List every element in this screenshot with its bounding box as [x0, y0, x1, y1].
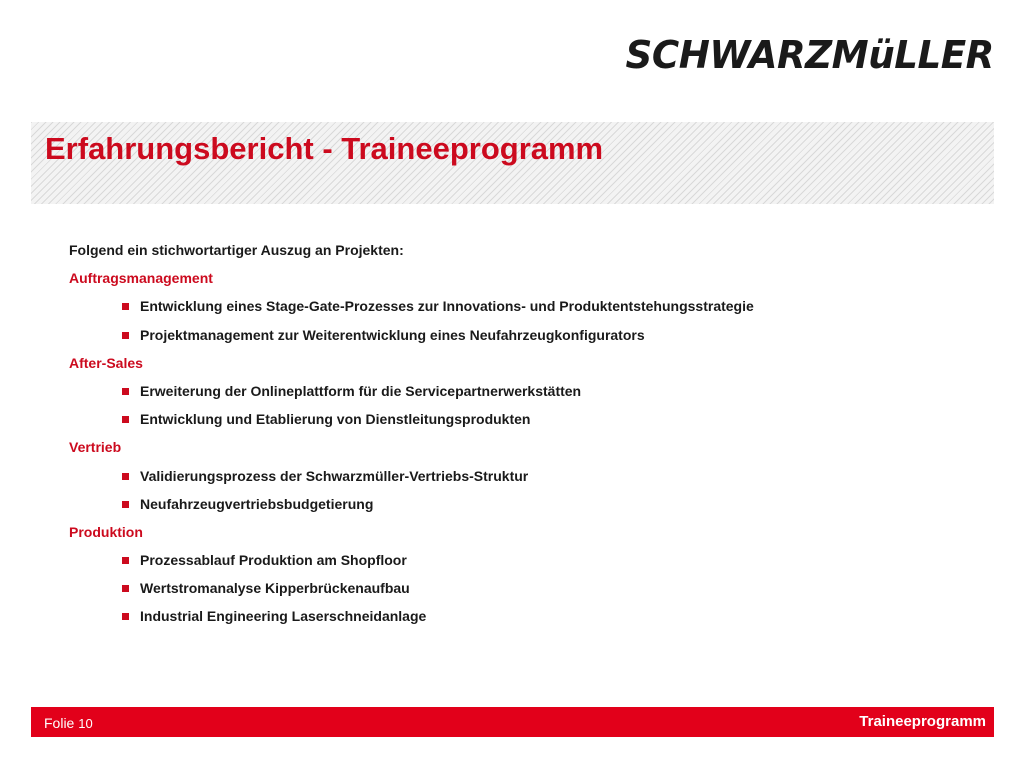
bullet-item — [69, 490, 969, 518]
bullet-square-icon — [122, 416, 129, 423]
bullet-item — [69, 602, 969, 630]
bullet-text: Entwicklung und Etablierung von Dienstleitungsprodukten — [140, 411, 531, 428]
intro-text: Folgend ein stichwortartiger Auszug an Projekten: — [69, 242, 404, 258]
bullet-text: Neufahrzeugvertriebsbudgetierung — [140, 495, 374, 512]
footer-title: Traineeprogramm — [859, 713, 986, 730]
bullet-square-icon — [122, 332, 129, 339]
slide-title: Erfahrungsbericht - Traineeprogramm — [45, 131, 604, 166]
company-logo: SCHWARZMüLLER — [625, 33, 994, 77]
bullet-square-icon — [122, 303, 129, 310]
bullet-text: Projektmanagement zur Weiterentwicklung eines Neufahrzeugkonfigurators — [140, 326, 645, 343]
bullet-item — [69, 546, 969, 574]
section-heading-after-sales: After-Sales — [69, 354, 143, 371]
bullet-item — [69, 377, 969, 405]
bullet-item — [69, 462, 969, 490]
bullet-text: Entwicklung eines Stage-Gate-Prozesses zur Innovations- und Produktentstehungsstrategie — [140, 298, 754, 315]
bullet-square-icon — [122, 473, 129, 480]
bullet-text: Industrial Engineering Laserschneidanlage — [140, 608, 427, 625]
section-heading-auftragsmanagement: Auftragsmanagement — [69, 270, 213, 287]
bullet-square-icon — [122, 557, 129, 564]
bullet-square-icon — [122, 585, 129, 592]
section-heading-produktion: Produktion — [69, 523, 143, 540]
bullet-item — [69, 292, 969, 320]
bullet-square-icon — [122, 501, 129, 508]
bullet-item — [69, 405, 969, 433]
slide-label: Folie — [44, 715, 75, 731]
bullet-item — [69, 321, 969, 349]
slide-content — [69, 236, 969, 631]
slide-number-value: 10 — [78, 716, 93, 731]
footer-bar — [31, 707, 994, 737]
bullet-text: Wertstromanalyse Kipperbrückenaufbau — [140, 580, 410, 597]
bullet-item — [69, 574, 969, 602]
slide-number — [44, 707, 93, 740]
section-heading-vertrieb: Vertrieb — [69, 439, 122, 456]
bullet-square-icon — [122, 388, 129, 395]
bullet-text: Validierungsprozess der Schwarzmüller-Vertriebs-Struktur — [140, 467, 529, 484]
bullet-text: Erweiterung der Onlineplattform für die Servicepartnerwerkstätten — [140, 382, 582, 399]
bullet-square-icon — [122, 613, 129, 620]
bullet-text: Prozessablauf Produktion am Shopfloor — [140, 552, 407, 569]
